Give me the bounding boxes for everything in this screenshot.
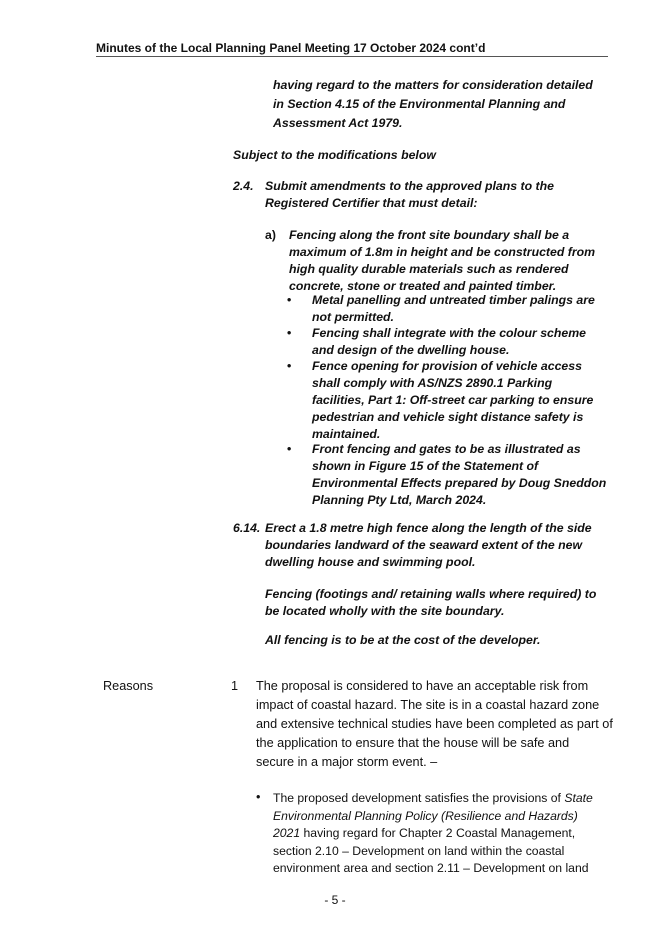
sub-a-line: concrete, stone or treated and painted timber. xyxy=(289,279,557,293)
reasons-line: secure in a major storm event. – xyxy=(256,755,438,769)
bullet-line: pedestrian and vehicle sight distance safety is xyxy=(312,410,584,424)
reasons-label: Reasons xyxy=(103,679,154,693)
reasons-line: impact of coastal hazard. The site is in a coastal hazard zone xyxy=(256,698,600,712)
reasons-bullet-line: section 2.10 – Development on land within the coastal xyxy=(273,843,565,858)
reasons-bullet-line xyxy=(273,790,593,808)
item-6-14-line: Fencing (footings and/ retaining walls where required) to xyxy=(265,587,597,601)
sub-a-line: maximum of 1.8m in height and be constructed from xyxy=(289,245,596,259)
sub-a-line: high quality durable materials such as rendered xyxy=(289,262,569,276)
bullet-item xyxy=(312,292,595,326)
item-2-4-line: Submit amendments to the approved plans to the xyxy=(265,179,555,193)
bullet-line: facilities, Part 1: Off-street car parking to ensure xyxy=(312,393,594,407)
reasons-bullet-fragment: 2021 xyxy=(273,826,301,841)
bullet-line: Metal panelling and untreated timber palings are xyxy=(312,293,595,307)
sub-a-line: Fencing along the front site boundary shall be a xyxy=(289,228,570,242)
item-6-14-text xyxy=(265,520,592,571)
bullet-line: Environmental Effects prepared by Doug Sneddon xyxy=(312,476,607,490)
bullet-dot: • xyxy=(287,326,292,340)
item-6-14-line: Erect a 1.8 metre high fence along the length of the side xyxy=(265,521,592,535)
header-rule xyxy=(96,56,608,57)
bullet-dot: • xyxy=(287,293,292,307)
intro-line: Assessment Act 1979. xyxy=(273,116,403,130)
bullet-dot: • xyxy=(287,359,292,373)
bullet-item xyxy=(312,441,606,509)
reasons-text xyxy=(256,677,613,772)
reasons-number: 1 xyxy=(231,679,239,693)
bullet-line: shall comply with AS/NZS 2890.1 Parking xyxy=(312,376,553,390)
reasons-bullet-line: Environmental Planning Policy (Resilience and Hazards) xyxy=(273,808,578,823)
reasons-bullet-dot: • xyxy=(256,790,261,804)
reasons-bullet-fragment: having regard for Chapter 2 Coastal Management, xyxy=(300,826,576,841)
intro-paragraph xyxy=(273,77,593,132)
subject-line: Subject to the modifications below xyxy=(233,148,436,162)
reasons-bullet-fragment: State xyxy=(564,791,593,805)
reasons-bullet-line xyxy=(273,825,593,843)
item-6-14-line: dwelling house and swimming pool. xyxy=(265,555,476,569)
intro-line: having regard to the matters for consideration detailed xyxy=(273,78,593,92)
sub-a-label: a) xyxy=(265,228,276,242)
item-6-14-line: be located wholly with the site boundary. xyxy=(265,604,505,618)
item-6-14-line: boundaries landward of the seaward extent of the new xyxy=(265,538,583,552)
item-6-14-para2 xyxy=(265,586,596,620)
bullet-item xyxy=(312,325,586,359)
bullet-line: Fence opening for provision of vehicle access xyxy=(312,359,582,373)
bullet-line: maintained. xyxy=(312,427,381,441)
item-6-14-para3: All fencing is to be at the cost of the developer. xyxy=(265,633,541,647)
page-header: Minutes of the Local Planning Panel Meeting 17 October 2024 cont’d xyxy=(96,41,486,55)
reasons-bullet-line: environment area and section 2.11 – Development on land xyxy=(273,861,589,876)
bullet-item xyxy=(312,358,593,443)
bullet-line: shown in Figure 15 of the Statement of xyxy=(312,459,539,473)
item-2-4-line: Registered Certifier that must detail: xyxy=(265,196,478,210)
reasons-line: the application to ensure that the house will be safe and xyxy=(256,736,570,750)
bullet-line: and design of the dwelling house. xyxy=(312,343,510,357)
reasons-line: The proposal is considered to have an acceptable risk from xyxy=(256,679,589,693)
bullet-dot: • xyxy=(287,442,292,456)
item-2-4-number: 2.4. xyxy=(233,179,254,193)
bullet-line: not permitted. xyxy=(312,310,394,324)
bullet-line: Front fencing and gates to be as illustrated as xyxy=(312,442,581,456)
page-number: - 5 - xyxy=(324,893,346,907)
bullet-line: Fencing shall integrate with the colour scheme xyxy=(312,326,587,340)
item-6-14-number: 6.14. xyxy=(233,521,261,535)
intro-line: in Section 4.15 of the Environmental Planning and xyxy=(273,97,566,111)
sub-a-text xyxy=(289,227,595,295)
bullet-line: Planning Pty Ltd, March 2024. xyxy=(312,493,487,507)
reasons-line: and extensive technical studies have been completed as part of xyxy=(256,717,613,731)
reasons-bullet-text xyxy=(273,790,593,878)
reasons-bullet-fragment: The proposed development satisfies the provisions of xyxy=(273,791,565,805)
item-2-4-text xyxy=(265,178,554,212)
